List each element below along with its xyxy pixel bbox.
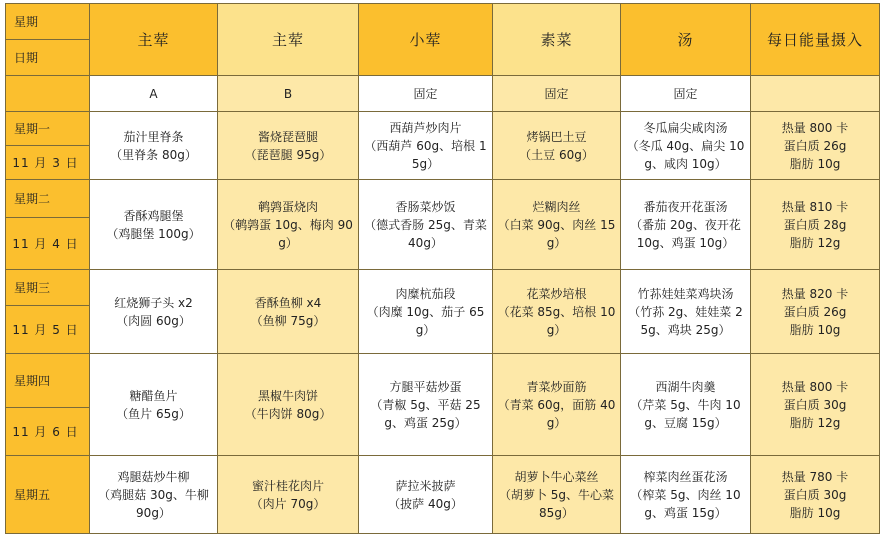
date-label: 11 月 6 日: [6, 408, 90, 456]
weekly-lunch-menu-table: [5, 3, 880, 534]
dish-ingredients: （西葫芦 60g、培根 15g）: [364, 138, 487, 171]
dish-cell-vegetable: [493, 270, 621, 354]
dish-cell-main-b: [218, 112, 359, 180]
dish-ingredients: （鸡腿堡 100g）: [106, 226, 201, 241]
dish-ingredients: （披萨 40g）: [388, 496, 463, 511]
dish-name: 鹌鹑蛋烧肉: [257, 199, 318, 214]
dish-cell-main-a: [90, 354, 218, 456]
dish-name: 烤锅巴土豆: [526, 129, 587, 144]
dish-ingredients: （榨菜 5g、肉丝 10g、鸡蛋 15g）: [630, 487, 741, 520]
dish-name: 胡萝卜牛心菜丝: [514, 469, 599, 484]
energy-cell: [751, 354, 880, 456]
energy-protein: 蛋白质 26g: [783, 304, 847, 319]
energy-cell: [751, 180, 880, 270]
dish-name: 榨菜肉丝蛋花汤: [643, 469, 728, 484]
column-header-soup: 汤: [621, 4, 751, 76]
column-header-main-a: 主荤: [90, 4, 218, 76]
dish-ingredients: （鱼片 65g）: [116, 406, 191, 421]
dish-ingredients: （肉圆 60g）: [116, 313, 191, 328]
dish-cell-main-b: [218, 354, 359, 456]
dish-cell-small-meat: [359, 112, 493, 180]
energy-protein: 蛋白质 26g: [783, 138, 847, 153]
dish-name: 烂糊肉丝: [532, 199, 581, 214]
date-label: 11 月 5 日: [6, 306, 90, 354]
dish-cell-small-meat: [359, 456, 493, 534]
dish-ingredients: （番茄 20g、夜开花 10g、鸡蛋 10g）: [630, 217, 741, 250]
dish-ingredients: （胡萝卜 5g、牛心菜 85g）: [498, 487, 615, 520]
dish-ingredients: （青椒 5g、平菇 25g、鸡蛋 25g）: [370, 397, 481, 430]
dish-ingredients: （芹菜 5g、牛肉 10g、豆腐 15g）: [630, 397, 741, 430]
dish-ingredients: （竹荪 2g、娃娃菜 25g、鸡块 25g）: [628, 304, 743, 337]
dish-name: 西葫芦炒肉片: [389, 120, 462, 135]
corner-date-label: 日期: [6, 40, 90, 76]
dish-ingredients: （肉糜 10g、茄子 65g）: [366, 304, 485, 337]
energy-calories: 热量 820 卡: [781, 286, 849, 301]
dish-name: 竹荪娃娃菜鸡块汤: [637, 286, 734, 301]
dish-name: 萨拉米披萨: [395, 478, 456, 493]
dish-cell-soup: [621, 354, 751, 456]
energy-protein: 蛋白质 28g: [783, 217, 847, 232]
dish-ingredients: （德式香肠 25g、青菜 40g）: [364, 217, 487, 250]
energy-fat: 脂肪 10g: [789, 505, 841, 520]
column-tag-main-a: A: [90, 76, 218, 112]
energy-fat: 脂肪 12g: [789, 235, 841, 250]
dish-name: 青菜炒面筋: [526, 379, 587, 394]
dish-ingredients: （冬瓜 40g、扁尖 10g、咸肉 10g）: [626, 138, 745, 171]
date-label: 11 月 3 日: [6, 146, 90, 180]
dish-ingredients: （鱼柳 75g）: [250, 313, 326, 328]
column-tag-energy: [751, 76, 880, 112]
energy-protein: 蛋白质 30g: [783, 487, 847, 502]
dish-name: 酱烧琵琶腿: [257, 129, 318, 144]
dish-cell-vegetable: [493, 354, 621, 456]
weekday-label: 星期一: [6, 112, 90, 146]
column-tag-vegetable: 固定: [493, 76, 621, 112]
energy-fat: 脂肪 12g: [789, 415, 841, 430]
dish-ingredients: （鹌鹑蛋 10g、梅肉 90g）: [223, 217, 353, 250]
column-header-vegetable: 素菜: [493, 4, 621, 76]
date-label: 11 月 4 日: [6, 218, 90, 270]
dish-name: 黑椒牛肉饼: [257, 388, 318, 403]
dish-cell-soup: [621, 270, 751, 354]
dish-cell-small-meat: [359, 270, 493, 354]
dish-ingredients: （青菜 60g，面筋 40g）: [497, 397, 616, 430]
dish-cell-main-b: [218, 180, 359, 270]
dish-cell-main-a: [90, 112, 218, 180]
energy-cell: [751, 270, 880, 354]
energy-fat: 脂肪 10g: [789, 322, 841, 337]
energy-fat: 脂肪 10g: [789, 156, 841, 171]
column-tag-main-b: B: [218, 76, 359, 112]
dish-name: 糖醋鱼片: [129, 388, 178, 403]
dish-ingredients: （鸡腿菇 30g、牛柳 90g）: [98, 487, 209, 520]
dish-ingredients: （土豆 60g）: [519, 147, 594, 162]
dish-cell-vegetable: [493, 112, 621, 180]
energy-protein: 蛋白质 30g: [783, 397, 847, 412]
column-header-energy: 每日能量摄入: [751, 4, 880, 76]
dish-name: 鸡腿菇炒牛柳: [117, 469, 190, 484]
dish-name: 红烧狮子头 x2: [114, 295, 193, 310]
dish-name: 肉糜杭茄段: [395, 286, 456, 301]
dish-cell-vegetable: [493, 456, 621, 534]
energy-calories: 热量 780 卡: [781, 469, 849, 484]
weekday-label: 星期四: [6, 354, 90, 408]
column-header-main-b: 主荤: [218, 4, 359, 76]
dish-cell-small-meat: [359, 180, 493, 270]
dish-cell-main-b: [218, 456, 359, 534]
dish-name: 番茄夜开花蛋汤: [643, 199, 728, 214]
dish-cell-soup: [621, 180, 751, 270]
dish-name: 茄汁里脊条: [123, 129, 184, 144]
energy-calories: 热量 810 卡: [781, 199, 849, 214]
dish-name: 花菜炒培根: [526, 286, 587, 301]
dish-ingredients: （花菜 85g、培根 10g）: [497, 304, 616, 337]
dish-ingredients: （肉片 70g）: [250, 496, 326, 511]
dish-cell-small-meat: [359, 354, 493, 456]
energy-cell: [751, 456, 880, 534]
energy-cell: [751, 112, 880, 180]
dish-cell-soup: [621, 112, 751, 180]
corner-weekday-label: 星期: [6, 4, 90, 40]
column-tag-small-meat: 固定: [359, 76, 493, 112]
dish-cell-main-a: [90, 180, 218, 270]
energy-calories: 热量 800 卡: [781, 379, 849, 394]
dish-cell-vegetable: [493, 180, 621, 270]
dish-ingredients: （里脊条 80g）: [110, 147, 197, 162]
dish-name: 西湖牛肉羹: [655, 379, 716, 394]
dish-ingredients: （琵琶腿 95g）: [244, 147, 332, 162]
weekday-label: 星期五: [6, 456, 90, 534]
weekday-label: 星期二: [6, 180, 90, 218]
dish-cell-main-a: [90, 270, 218, 354]
dish-cell-soup: [621, 456, 751, 534]
dish-name: 香酥鱼柳 x4: [254, 295, 322, 310]
dish-name: 香肠菜炒饭: [395, 199, 456, 214]
column-header-small-meat: 小荤: [359, 4, 493, 76]
weekday-label: 星期三: [6, 270, 90, 306]
dish-ingredients: （白菜 90g、肉丝 15g）: [497, 217, 616, 250]
dish-name: 冬瓜扁尖咸肉汤: [643, 120, 728, 135]
energy-calories: 热量 800 卡: [781, 120, 849, 135]
dish-name: 香酥鸡腿堡: [123, 208, 184, 223]
column-tag-soup: 固定: [621, 76, 751, 112]
dish-cell-main-b: [218, 270, 359, 354]
dish-ingredients: （牛肉饼 80g）: [244, 406, 332, 421]
corner-blank: [6, 76, 90, 112]
dish-name: 蜜汁桂花肉片: [251, 478, 324, 493]
dish-cell-main-a: [90, 456, 218, 534]
dish-name: 方腿平菇炒蛋: [389, 379, 462, 394]
